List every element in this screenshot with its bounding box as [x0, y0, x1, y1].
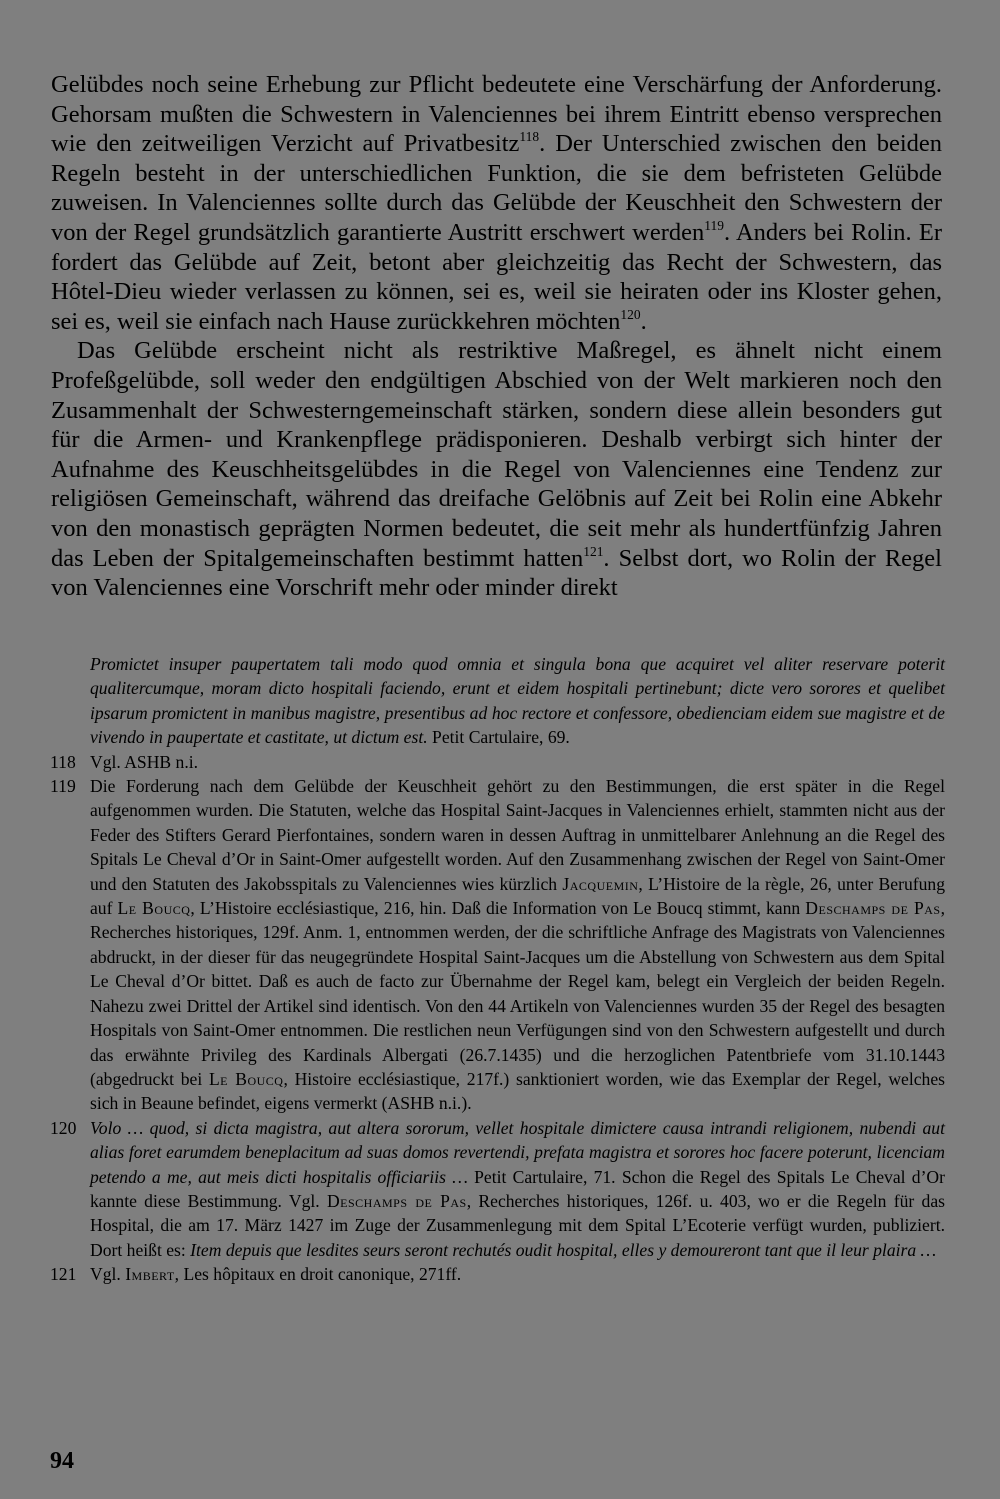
text-run: Das Gelübde erscheint nicht als restriktive Maßregel, es ähnelt nicht einem Profeßgelübde, soll weder den endgültigen Abschied von der Welt markieren noch den Zusammenhalt der Schwesterngemeinschaft stärken, sondern diese allein besonders gut für die Armen- und Krankenpflege prädisponieren. Deshalb verbirgt sich hinter der Aufnahme des Keuschheitsgelübdes in die Regel von Valenciennes eine Tendenz zur religiösen Gemeinschaft, während das dreifache Gelöbnis auf Zeit bei Rolin eine Abkehr von den monastisch geprägten Normen bedeutet, die seit mehr als hundertfünfzig Jahren das Leben der Spitalgemeinschaften bestimmt hatten: [51, 337, 942, 572]
text-run: .: [640, 307, 647, 335]
text-run: . Selbst dort, wo Rolin der Regel von Valenciennes eine Vorschrift mehr oder minder direkt: [51, 544, 942, 602]
text-run: Petit Cartulaire, 71. Schon die Regel des Spitals Le Cheval d’Or kannte diese Bestimmung. Vgl.: [90, 1166, 945, 1211]
text-run: Vgl.: [90, 1264, 126, 1285]
text-run: Gelübdes noch seine Erhebung zur Pflicht bedeutete eine Verschärfung der Anforderung. Gehorsam mußten die Schwestern in Valenciennes bei ihrem Eintritt ebenso versprechen wie den zeitweiligen Verzicht auf Privatbesitz: [51, 71, 942, 158]
footnote-number: 120: [50, 1117, 77, 1138]
footnotes: [50, 652, 945, 1287]
author-name: Imbert: [125, 1264, 175, 1285]
footnote-number: 121: [50, 1264, 77, 1285]
text-run: , L’Histoire de la règle, 26, unter Berufung auf: [90, 873, 945, 919]
paragraph: [51, 336, 942, 602]
citation: Petit Cartulaire, 69.: [432, 727, 570, 748]
footnote-ref-118: 118: [519, 129, 540, 145]
french-quote: Item depuis que lesdites seurs seront rechutés oudit hospital, elles y demoureront tant que il leur plaira …: [190, 1239, 937, 1260]
footnote-118: [50, 750, 945, 774]
footnote-text: [90, 774, 945, 1116]
main-text: [51, 70, 942, 603]
footnote-text: [90, 1262, 945, 1286]
page-number: 94: [50, 1448, 74, 1474]
footnote-text: Vgl. ASHB n.i.: [90, 751, 199, 772]
author-name: Le Boucq: [208, 1068, 284, 1089]
author-name: Jacquemin: [562, 873, 639, 894]
latin-quote: Volo … quod, si dicta magistra, aut altera sororum, vellet hospitale dimictere causa intrandi religionem, nubendi aut alias foret earumdem beneplacitum ad suas domos revertendi, prefata magistra et sorores hoc facere poterunt, licenciam petendo a me, aut meis dicti hospitalis officiariis …: [90, 1117, 945, 1187]
footnote-ref-120: 120: [620, 306, 641, 322]
paragraph: [51, 70, 942, 336]
footnote-number: 118: [50, 751, 76, 772]
text-run: Die Forderung nach dem Gelübde der Keuschheit gehört zu den Bestimmungen, die erst später in die Regel aufgenommen wurden. Die Statuten, welche das Hospital Saint-Jacques in Valenciennes erhielt, stammten nicht aus der Feder des Stifters Gerard Pierfontaines, sondern waren in dessen Auftrag in unmittelbarer Anlehnung an die Regel des Spitals Le Cheval d’Or in Saint-Omer aufgestellt worden. Auf den Zusammenhang zwischen der Regel von Saint-Omer und den Statuten des Jakobsspitals zu Valenciennes wies kürzlich: [90, 776, 945, 894]
footnote-continuation: [50, 652, 945, 750]
footnote-120: [50, 1116, 945, 1262]
footnote-ref-121: 121: [583, 543, 604, 559]
footnote-text: [90, 1116, 945, 1262]
footnote-number: 119: [50, 776, 76, 797]
author-name: Deschamps de Pas: [805, 898, 941, 919]
text-run: . Anders bei Rolin. Er fordert das Gelübde auf Zeit, betont aber gleichzeitig das Recht der Schwestern, das Hôtel-Dieu wieder verlassen zu können, sei es, weil sie heiraten oder ins Kloster gehen, sei es, weil sie einfach nach Hause zurückkehren möchten: [51, 218, 942, 335]
footnote-121: [50, 1262, 945, 1286]
text-run: , Les hôpitaux en droit canonique, 271ff.: [174, 1264, 462, 1285]
text-run: , Recherches historiques, 126f. u. 403, wo er die Regeln für das Hospital, die am 17. März 1427 im Zuge der Zusammenlegung mit dem Spital L’Ecoterie verfügt wurden, publiziert. Dort heißt es:: [90, 1190, 945, 1260]
footnote-ref-119: 119: [704, 217, 724, 233]
author-name: Le Boucq: [117, 898, 191, 919]
latin-quote: Promictet insuper paupertatem tali modo quod omnia et singula bona que acquiret vel aliter reservare poterit qualitercumque, moram dicto hospitali faciendo, erunt et eidem hospitali pertinebunt; dicte vero sorores et quelibet ipsarum promictent in manibus magistre, presentibus ad hoc rectore et confessore, obedienciam eidem sue magistre et de vivendo in paupertate et castitate, ut dictum est.: [90, 654, 945, 748]
text-run: , Histoire ecclésiastique, 217f.) sanktioniert worden, wie das Exemplar der Regel, welches sich in Beaune befindet, eigens vermerkt (ASHB n.i.).: [90, 1068, 945, 1114]
footnote-119: [50, 774, 945, 1116]
text-run: , Recherches historiques, 129f. Anm. 1, entnommen werden, der die schriftliche Anfrage des Magistrats von Valenciennes abdruckt, in der dieser für das neugegründete Hospital Saint-Jacques um die Abstellung von Schwestern aus dem Spital Le Cheval d’Or bittet. Daß es auch de facto zur Übernahme der Regel kam, belegt ein Vergleich der beiden Regeln. Nahezu zwei Drittel der Artikel sind identisch. Von den 44 Artikeln von Valenciennes wurden 35 der Regel des besagten Hospitals von Saint-Omer entnommen. Die restlichen neun Verfügungen sind von den Schwestern aufgestellt und durch das erwähnte Privileg des Kardinals Albergati (26.7.1435) und die herzoglichen Patentbriefe vom 31.10.1443 (abgedruckt bei: [90, 898, 945, 1089]
author-name: Deschamps de Pas: [326, 1190, 467, 1211]
text-run: . Der Unterschied zwischen den beiden Regeln besteht in der unterschiedlichen Funktion, die sie dem befristeten Gelübde zuweisen. In Valenciennes sollte durch das Gelübde der Keuschheit den Schwestern der von der Regel grundsätzlich garantierte Austritt erschwert werden: [51, 130, 943, 246]
text-run: , L’Histoire ecclésiastique, 216, hin. Daß die Information von Le Boucq stimmt, kann: [190, 898, 806, 919]
